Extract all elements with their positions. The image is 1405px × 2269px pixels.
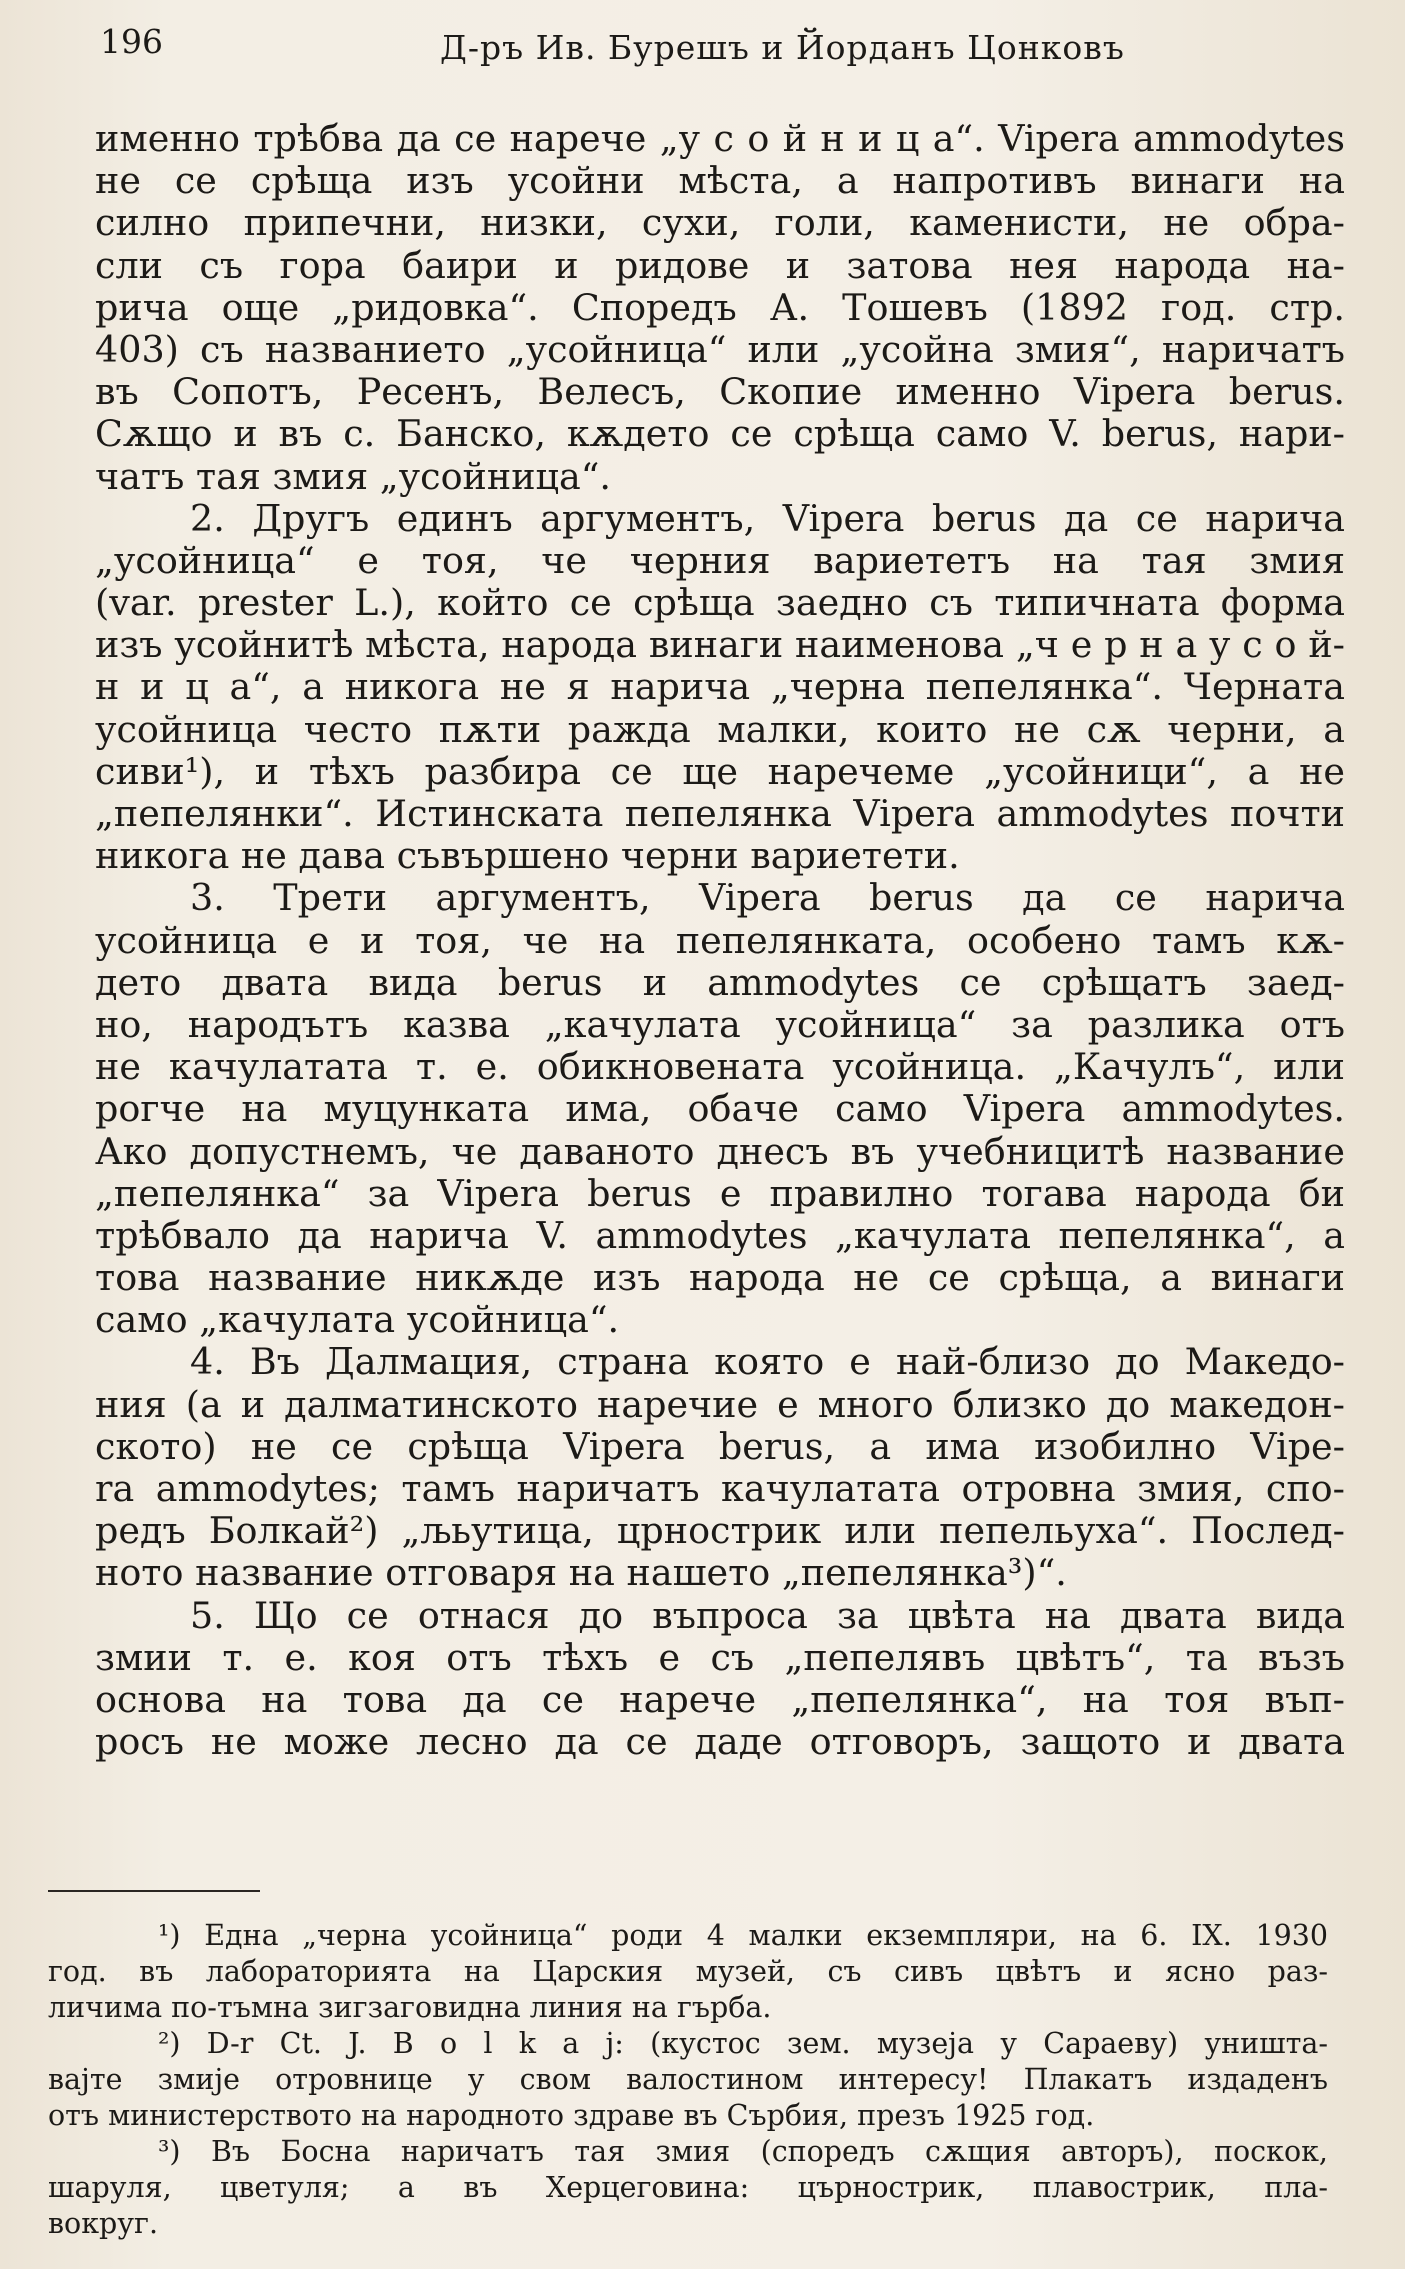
text-line: н и ц а“, а никога не я нарича „черна пепелянка“. Черната xyxy=(95,666,1345,709)
text-line: змии т. е. коя отъ тѣхъ е съ „пепелявъ цвѣтъ“, та възъ xyxy=(95,1636,1345,1679)
footnote-line: вајте змије отровнице у свом валостином интересу! Плакатъ издаденъ xyxy=(48,2063,1328,2096)
text-line: „усойница“ е тоя, че черния вариететъ на тая змия xyxy=(95,539,1345,582)
text-line: дето двата вида berus и ammodytes се срѣщатъ заед- xyxy=(95,961,1345,1004)
footnotes xyxy=(48,1918,1328,2242)
text-line: въ Сопотъ, Ресенъ, Велесъ, Скопие именно Vipera berus. xyxy=(95,371,1345,414)
text-line: изъ усойнитѣ мѣста, народа винаги наименова „ч е р н а у с о й- xyxy=(95,624,1345,667)
text-line: рогче на муцунката има, обаче само Vipera ammodytes. xyxy=(95,1088,1345,1131)
text-line: „пепелянки“. Истинската пепелянка Vipera ammodytes почти xyxy=(95,793,1345,835)
text-line: не се срѣща изъ усойни мѣста, а напротивъ винаги на xyxy=(95,160,1345,203)
text-line: (var. prester L.), който се срѣща заедно съ типичната форма xyxy=(95,582,1345,625)
text-line: усойница е и тоя, че на пепелянката, особено тамъ кѫ- xyxy=(95,919,1345,962)
footnote-line: ¹) Една „черна усойница“ роди 4 малки екземпляри, на 6. IX. 1930 xyxy=(158,1919,1328,1952)
text-line: 403) съ названието „усойница“ или „усойна змия“, наричатъ xyxy=(95,328,1345,371)
text-line: именно трѣбва да се нарече „у с о й н и ц а“. Vipera ammodytes xyxy=(95,118,1345,160)
text-line: основа на това да се нарече „пепелянка“, на тоя въп- xyxy=(95,1678,1345,1721)
text-line: това название никѫде изъ народа не се срѣща, а винаги xyxy=(95,1257,1345,1300)
text-line: не качулатата т. е. обикновената усойница. „Качулъ“, или xyxy=(95,1046,1345,1089)
text-line: Ако допустнемъ, че даваното днесъ въ учебницитѣ название xyxy=(95,1130,1345,1173)
text-line: ното название отговаря на нашето „пепелянка³)“. xyxy=(95,1552,1067,1595)
text-line: 2. Другъ единъ аргументъ, Vipera berus да се нарича xyxy=(190,497,1345,540)
text-line: 5. Що се отнася до въпроса за цвѣта на двата вида xyxy=(190,1594,1345,1637)
text-line: сиви¹), и тѣхъ разбира се ще наречеме „усойници“, а не xyxy=(95,750,1345,793)
text-line: чатъ тая змия „усойница“. xyxy=(95,455,612,498)
text-line: трѣбвало да нарича V. ammodytes „качулата пепелянка“, а xyxy=(95,1214,1345,1257)
footnote-line: вокруг. xyxy=(48,2207,159,2240)
text-line: росъ не може лесно да се даде отговоръ, защото и двата xyxy=(95,1721,1345,1764)
text-line: никога не дава съвършено черни вариетети. xyxy=(95,835,960,878)
text-line: „пепелянка“ за Vipera berus е правилно тогава народа би xyxy=(95,1172,1345,1215)
text-line: ra ammodytes; тамъ наричатъ качулатата отровна змия, спо- xyxy=(95,1468,1345,1510)
text-line: сли съ гора баири и ридове и затова нея народа на- xyxy=(95,244,1345,287)
text-line: силно припечни, низки, сухи, голи, каменисти, не обра- xyxy=(95,202,1345,245)
footnote-line: личима по-тъмна зигзаговидна линия на гърба. xyxy=(48,1991,772,2024)
text-line: ското) не се срѣща Vipera berus, а има изобилно Vipe- xyxy=(95,1425,1345,1468)
text-line: усойница често пѫти ражда малки, които не сѫ черни, а xyxy=(95,708,1345,751)
footnote-line: ²) D-r Ct. J. B o l k a j: (кустос зем. музеја у Сараеву) уништа- xyxy=(158,2027,1328,2060)
text-line: 4. Въ Далмация, страна която е най-близо до Македо- xyxy=(190,1341,1345,1384)
footnote-line: шаруля, цветуля; а въ Херцеговина: църнострик, плавострик, пла- xyxy=(48,2171,1328,2204)
footnote-divider xyxy=(48,1890,260,1892)
text-line: 3. Трети аргументъ, Vipera berus да се нарича xyxy=(190,877,1345,920)
text-line: но, народътъ казва „качулата усойница“ за разлика отъ xyxy=(95,1003,1345,1046)
footnote-line: отъ министерството на народното здраве въ Сърбия, презъ 1925 год. xyxy=(48,2099,1095,2132)
text-line: Сѫщо и въ с. Банско, кѫдето се срѣща само V. berus, нари- xyxy=(95,413,1345,456)
text-line: рича още „ридовка“. Споредъ А. Тошевъ (1892 год. стр. xyxy=(95,286,1345,329)
page-header xyxy=(100,22,1320,82)
text-line: ния (а и далматинското наречие е много близко до македон- xyxy=(95,1383,1345,1426)
running-title: Д-ръ Ив. Бурешъ и Йорданъ Цонковъ xyxy=(440,28,1125,67)
main-text xyxy=(95,118,1345,1763)
footnote-line: год. въ лабораторията на Царския музей, съ сивъ цвѣтъ и ясно раз- xyxy=(48,1955,1328,1988)
footnote-line: ³) Въ Босна наричатъ тая змия (споредъ сѫщия авторъ), поскок, xyxy=(158,2135,1328,2168)
text-line: само „качулата усойница“. xyxy=(95,1299,620,1342)
text-line: редъ Болкай²) „љьутица, црнострик или пепельуха“. Послед- xyxy=(95,1510,1345,1553)
page-number: 196 xyxy=(100,22,163,61)
